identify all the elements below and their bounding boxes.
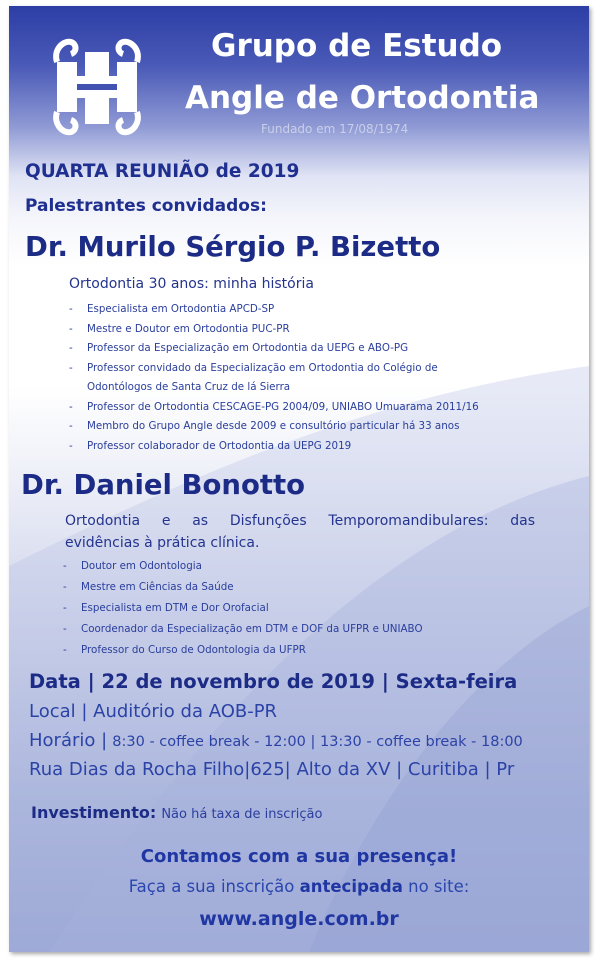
founded-date: Fundado em 17/08/1974 [261,122,409,136]
event-date: Data | 22 de novembro de 2019 | Sexta-feira [29,670,518,693]
speaker1-credentials [65,300,479,456]
speaker1-talk: Ortodontia 30 anos: minha história [69,276,314,292]
thanks-message: Contamos com a sua presença! [140,846,458,867]
credential-item: - Professor colaborador de Ortodontia da UEPG 2019 [65,437,479,457]
speaker1-name: Dr. Murilo Sérgio P. Bizetto [25,231,441,263]
event-time [29,730,523,751]
credential-item: - Mestre e Doutor em Ortodontia PUC-PR [65,320,479,340]
cta-emphasis: antecipada [299,877,403,896]
credential-item: - Especialista em DTM e Dor Orofacial [59,598,423,619]
credential-item: - Professor convidado da Especialização em Ortodontia do Colégio de [65,359,479,379]
angle-group-logo [51,32,143,142]
credential-item: - Doutor em Odontologia [59,556,423,577]
guests-label: Palestrantes convidados: [25,196,267,216]
event-address: Rua Dias da Rocha Filho|625| Alto da XV | Curitiba | Pr [29,759,515,780]
credential-item: - Professor do Curso de Odontologia da UFPR [59,640,423,661]
cta-text-after: no site: [408,877,470,896]
credential-item: - Membro do Grupo Angle desde 2009 e consultório particular há 33 anos [65,417,479,437]
time-value: 8:30 - coffee break - 12:00 | 13:30 - coffee break - 18:00 [112,734,523,750]
time-label: Horário | [29,730,108,751]
investment-label: Investimento: [31,803,157,822]
group-title-line1: Grupo de Estudo [211,28,503,64]
event-poster [9,6,589,952]
registration-call [9,877,589,896]
speaker2-talk-line2: evidências à prática clínica. [65,535,260,551]
speaker2-talk-line1: Ortodontia e as Disfunções Temporomandibulares: das [65,513,535,529]
cta-text-before: Faça a sua inscrição [128,877,295,896]
speaker2-name: Dr. Daniel Bonotto [21,469,306,501]
credential-item: - Professor da Especialização em Ortodontia da UEPG e ABO-PG [65,339,479,359]
investment [31,803,322,822]
website-link[interactable]: www.angle.com.br [199,908,399,930]
credential-item: - Coordenador da Especialização em DTM e DOF da UFPR e UNIABO [59,619,423,640]
credential-item: - Especialista em Ortodontia APCD-SP [65,300,479,320]
investment-value: Não há taxa de inscrição [161,807,323,822]
credential-item-continued: Odontólogos de Santa Cruz de lá Sierra [87,381,291,393]
event-location: Local | Auditório da AOB-PR [29,701,278,722]
speaker2-credentials [59,556,423,661]
group-title-line2: Angle de Ortodontia [185,80,540,116]
meeting-title: QUARTA REUNIÃO de 2019 [25,161,300,182]
credential-item: - Mestre em Ciências da Saúde [59,577,423,598]
credential-item: - Professor de Ortodontia CESCAGE-PG 2004/09, UNIABO Umuarama 2011/16 [65,398,479,418]
